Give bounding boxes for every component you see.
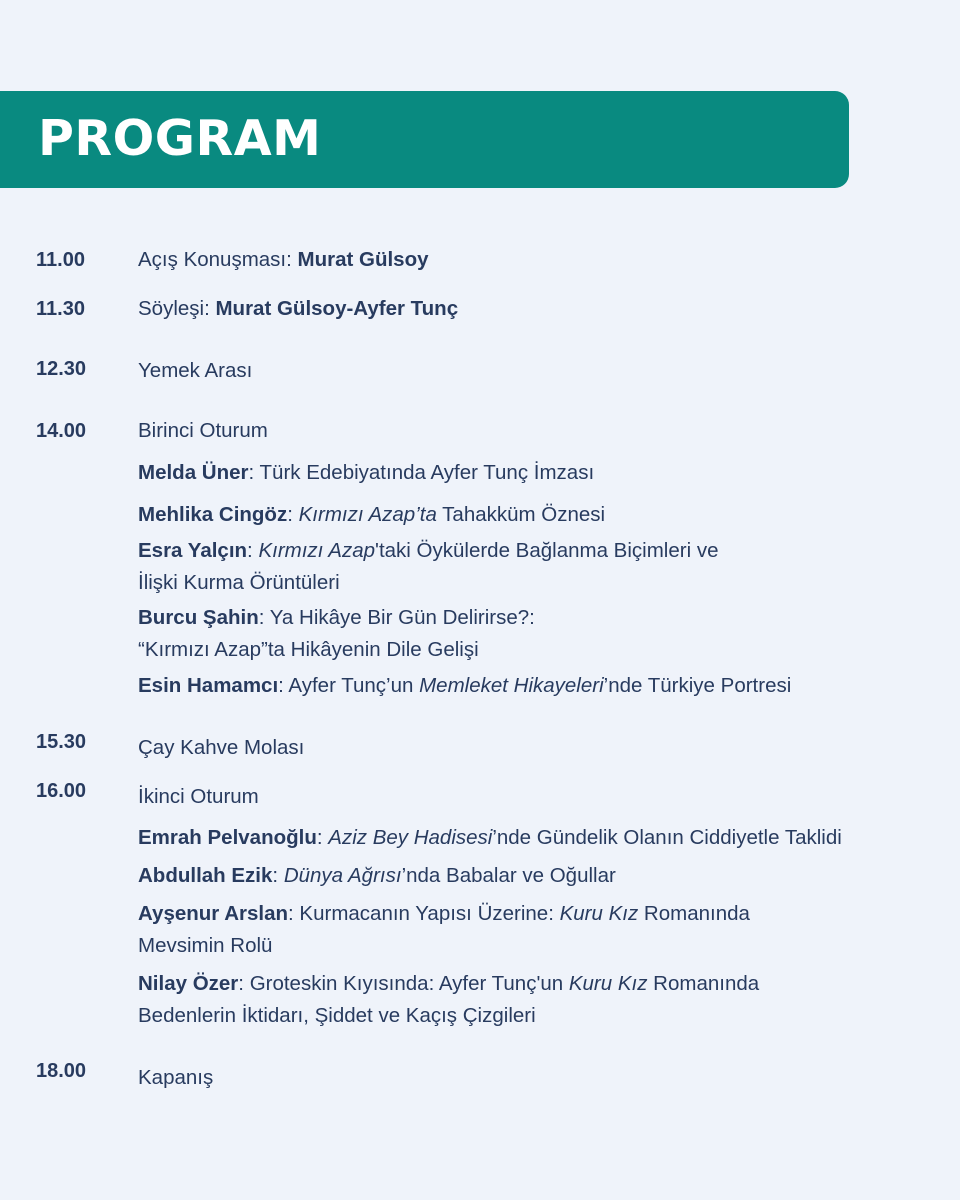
- talk-item: Nilay Özer: Groteskin Kıyısında: Ayfer Tunç'un Kuru Kız Romanında: [138, 972, 760, 995]
- talk-item: Esra Yalçın: Kırmızı Azap'taki Öykülerde Bağlanma Biçimleri ve: [138, 539, 719, 562]
- work-title: Kuru Kız: [568, 972, 648, 995]
- speaker-name: Mehlika Cingöz: [138, 503, 288, 526]
- page-title: PROGRAM: [38, 110, 322, 167]
- work-title: Kuru Kız: [559, 902, 639, 925]
- schedule-item: [138, 248, 429, 272]
- talk-item: Esin Hamamcı: Ayfer Tunç’un Memleket Hikayeleri’nde Türkiye Portresi: [138, 674, 792, 697]
- talk-item: Ayşenur Arslan: Kurmacanın Yapısı Üzerine: Kuru Kız Romanında: [138, 902, 750, 925]
- talk-item: Mehlika Cingöz: Kırmızı Azap’ta Tahakküm Öznesi: [138, 503, 606, 526]
- talk-title: ’nde Gündelik Olanın Ciddiyetle Taklidi: [492, 826, 842, 849]
- time-slot: 16.00: [36, 780, 87, 802]
- talk-title: Türk Edebiyatında Ayfer Tunç İmzası: [259, 461, 595, 484]
- talk-title: Kurmacanın Yapısı Üzerine:: [299, 902, 560, 925]
- work-title: Memleket Hikayeleri: [419, 674, 604, 697]
- work-title: Kırmızı Azap’ta: [298, 503, 437, 526]
- time-slot: 15.30: [36, 731, 87, 753]
- talk-title: Romanında: [638, 902, 750, 925]
- item-label: Söyleşi:: [138, 297, 216, 320]
- talk-title: ’nda Babalar ve Oğullar: [401, 864, 616, 887]
- speaker-name: Murat Gülsoy-Ayfer Tunç: [215, 297, 459, 320]
- talk-title: Romanında: [647, 972, 760, 995]
- speaker-name: Esin Hamamcı: [138, 674, 279, 697]
- item-label: Açış Konuşması:: [138, 248, 298, 271]
- time-slot: 11.30: [36, 298, 85, 320]
- speaker-name: Burcu Şahin: [138, 606, 259, 629]
- talk-title: Groteskin Kıyısında: Ayfer Tunç'un: [249, 972, 569, 995]
- time-slot: 12.30: [36, 358, 87, 380]
- time-slot: 18.00: [36, 1060, 87, 1082]
- speaker-name: Abdullah Ezik: [138, 864, 273, 887]
- speaker-name: Murat Gülsoy: [297, 248, 429, 271]
- talk-item: Abdullah Ezik: Dünya Ağrısı’nda Babalar ve Oğullar: [138, 864, 616, 887]
- time-slot: 11.00: [36, 249, 85, 271]
- talk-title: 'taki Öykülerde Bağlanma Biçimleri ve: [375, 539, 719, 562]
- work-title: Aziz Bey Hadisesi: [328, 826, 493, 849]
- talk-title: Ya Hikâye Bir Gün Delirirse?:: [269, 606, 535, 629]
- talk-title-continued: “Kırmızı Azap”ta Hikâyenin Dile Gelişi: [138, 638, 479, 661]
- speaker-name: Esra Yalçın: [138, 539, 248, 562]
- speaker-name: Melda Üner: [138, 461, 249, 484]
- work-title: Kırmızı Azap: [258, 539, 376, 562]
- speaker-name: Emrah Pelvanoğlu: [138, 826, 317, 849]
- talk-title: Ayfer Tunç’un: [288, 674, 420, 697]
- work-title: Dünya Ağrısı: [283, 864, 402, 887]
- talk-title: Tahakküm Öznesi: [436, 503, 606, 526]
- talk-title-continued: Bedenlerin İktidarı, Şiddet ve Kaçış Çizgileri: [138, 1004, 536, 1027]
- talk-item: Melda Üner: Türk Edebiyatında Ayfer Tunç İmzası: [138, 461, 595, 484]
- speaker-name: Ayşenur Arslan: [138, 902, 289, 925]
- talk-item: Burcu Şahin: Ya Hikâye Bir Gün Delirirse?:: [138, 606, 535, 629]
- schedule-item: [138, 297, 458, 321]
- schedule-item: Çay Kahve Molası: [138, 736, 305, 759]
- talk-title-continued: İlişki Kurma Örüntüleri: [138, 571, 340, 594]
- talk-title-continued: Mevsimin Rolü: [138, 934, 273, 957]
- speaker-name: Nilay Özer: [138, 972, 239, 995]
- schedule-item: Kapanış: [138, 1066, 214, 1089]
- time-slot: 14.00: [36, 420, 87, 442]
- schedule-item: Yemek Arası: [138, 359, 253, 382]
- session-title: Birinci Oturum: [138, 419, 268, 442]
- talk-title: ’nde Türkiye Portresi: [603, 674, 792, 697]
- session-title: İkinci Oturum: [138, 785, 259, 808]
- program-banner: [0, 91, 849, 188]
- talk-item: Emrah Pelvanoğlu: Aziz Bey Hadisesi’nde Gündelik Olanın Ciddiyetle Taklidi: [138, 826, 842, 849]
